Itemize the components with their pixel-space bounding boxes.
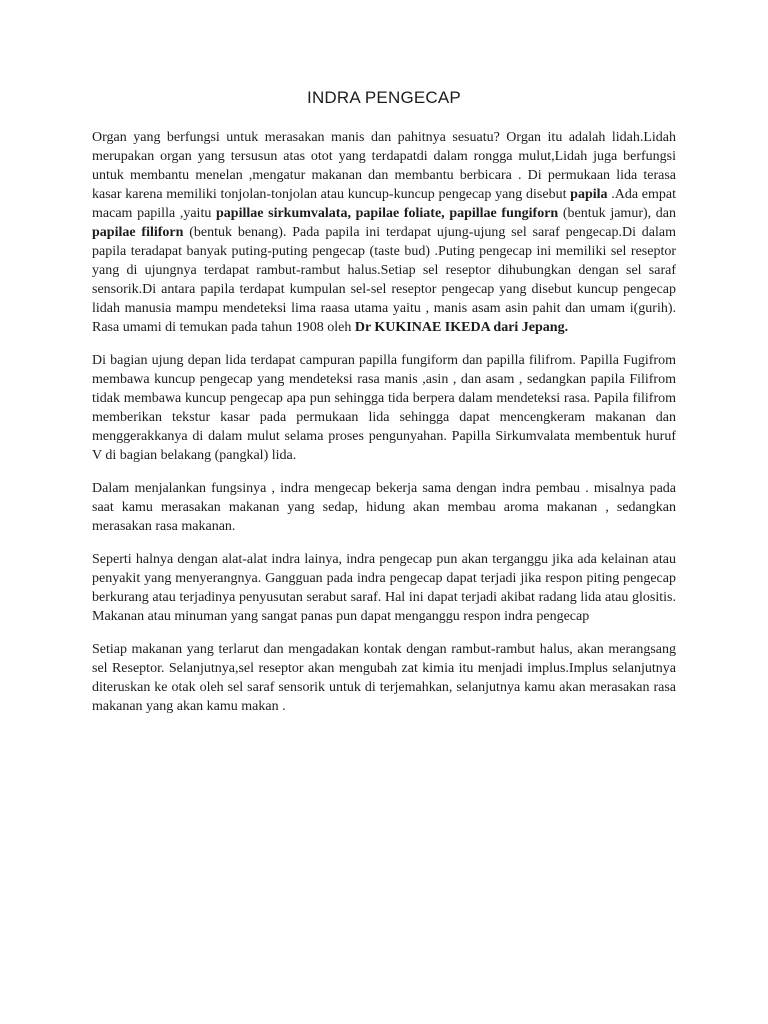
text-run: Organ yang berfungsi untuk merasakan manis dan pahitnya sesuatu? Organ itu adalah lidah.Lidah merupakan organ yang tersusun atas otot yang terdapatdi dalam rongga mulut,Lidah juga berfungsi untuk membantu menelan ,mengatur makanan dan membantu berbicara . Di permukaan lida terasa kasar karena memiliki tonjolan-tonjolan atau kuncup-kuncup pengecap yang disebut (92, 130, 676, 202)
document-title: INDRA PENGECAP (307, 88, 461, 107)
paragraph (92, 479, 676, 536)
bold-text: papillae sirkumvalata, papilae foliate, papillae fungiforn (216, 206, 559, 221)
text-run: .Ada empat macam papilla ,yaitu (92, 187, 676, 221)
paragraph (92, 128, 676, 337)
text-run: (bentuk jamur), dan (558, 206, 677, 221)
text-run: (bentuk benang). Pada papila ini terdapat ujung-ujung sel saraf pengecap.Di dalam papila teradapat banyak puting-puting pengecap (taste bud) .Puting pengecap ini memiliki sel reseptor yang di ujungnya terdapat rambut-rambut halus.Setiap sel reseptor dihubungkan dengan sel saraf sensorik.Di antara papila terdapat kumpulan sel-sel reseptor pengecap yang disebut kuncup pengecap lidah manusia mampu mendeteksi lima raasa utama yaitu , manis asam asin pahit dan umam i(gurih). Rasa umami di temukan pada tahun 1908 oleh (92, 225, 676, 335)
paragraph (92, 550, 676, 626)
bold-text: papilae filiforn (92, 225, 184, 240)
text-run: Dalam menjalankan fungsinya , indra mengecap bekerja sama dengan indra pembau . misalnya pada saat kamu merasakan makanan yang sedap, hidung akan membau aroma makanan , sedangkan merasakan rasa makanan. (92, 481, 676, 534)
text-run: Di bagian ujung depan lida terdapat campuran papilla fungiform dan papilla filifrom. Papilla Fugifrom membawa kuncup pengecap yang mendeteksi rasa manis ,asin , dan asam , sedangkan papila Filifrom tidak membawa kuncup pengecap apa pun sehingga tida berpera dalam mendeteksi rasa. Papila filifrom memberikan tekstur kasar pada permukaan lida sehingga dapat mencengkeram makanan dan menggerakkanya di dalam mulut selama proses pengunyahan. Papilla Sirkumvalata membentuk huruf V di bagian belakang (pangkal) lida. (92, 353, 676, 463)
paragraph (92, 640, 676, 716)
paragraph (92, 351, 676, 465)
bold-text: Dr KUKINAE IKEDA dari Jepang. (354, 320, 569, 335)
document-body (92, 128, 676, 716)
bold-text: papila (570, 187, 608, 202)
text-run: Setiap makanan yang terlarut dan mengadakan kontak dengan rambut-rambut halus, akan merangsang sel Reseptor. Selanjutnya,sel reseptor akan mengubah zat kimia itu menjadi implus.Implus selanjutnya diteruskan ke otak oleh sel saraf sensorik untuk di terjemahkan, selanjutnya kamu akan merasakan rasa makanan yang akan kamu makan . (92, 642, 676, 714)
text-run: Seperti halnya dengan alat-alat indra lainya, indra pengecap pun akan terganggu jika ada kelainan atau penyakit yang menyerangnya. Gangguan pada indra pengecap dapat terjadi jika respon piting pengecap berkurang atau terjadinya penyusutan serabut saraf. Hal ini dapat terjadi akibat radang lida atau glositis. Makanan atau minuman yang sangat panas pun dapat menganggu respon indra pengecap (92, 552, 676, 624)
